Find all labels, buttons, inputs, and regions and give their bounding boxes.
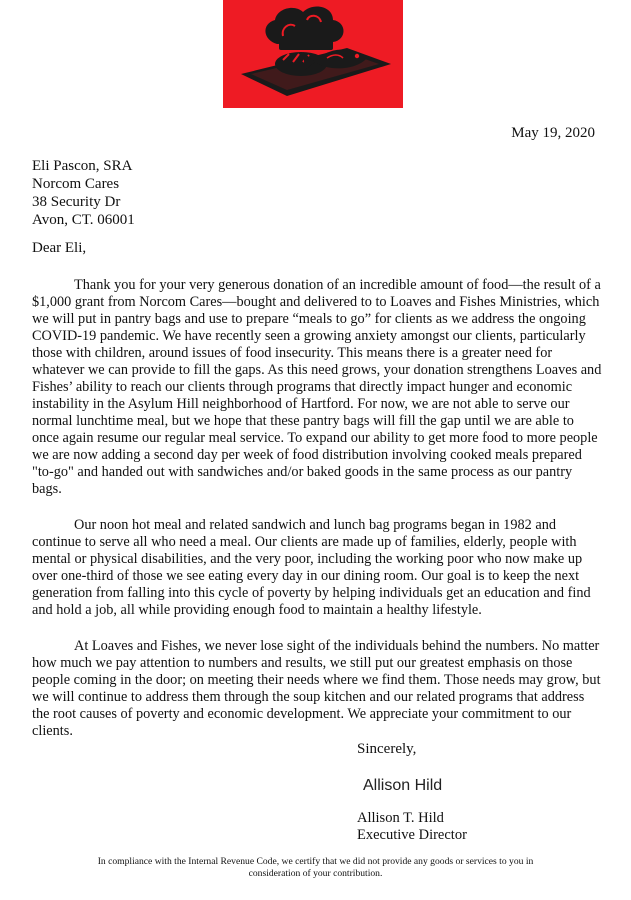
body-paragraph: At Loaves and Fishes, we never lose sight of the individuals behind the numbers. No matter how much we pay attention to numbers and results, we still put our greatest emphasis on those people coming in the door; on meeting their needs where we find them. Those needs may grow, but we will continue to address them through the soup kitchen and our related programs that address the root causes of poverty and economic development. We appreciate your commitment to our clients. (32, 638, 601, 739)
recipient-city: Avon, CT. 06001 (32, 212, 135, 228)
recipient-address-block (32, 157, 135, 229)
footer-line-2: consideration of your contribution. (248, 868, 383, 879)
signer-title: Executive Director (357, 827, 467, 843)
letter-date: May 19, 2020 (511, 125, 595, 141)
signature: Allison Hild (363, 777, 443, 794)
body-paragraph: Our noon hot meal and related sandwich and lunch bag programs began in 1982 and continue to serve all who need a meal. Our clients are made up of families, elderly, people with mental or physical disabilities, and the very poor, including the working poor who now make up over one-third of those we see eating every day in our dining room. Our goal is to keep the next generation from falling into this cycle of poverty by helping individuals get an education and find and hold a job, all while providing enough food to maintain a healthy lifestyle. (32, 517, 591, 618)
header-logo (223, 0, 403, 108)
recipient-organization: Norcom Cares (32, 176, 120, 192)
body-paragraph: Thank you for your very generous donation of an incredible amount of food—the result of a $1,000 grant from Norcom Cares—bought and delivered to to Loaves and Fishes Ministries, which we will put in pantry bags and use to prepare “meals to go” for clients as we address the ongoing COVID-19 pandemic. We have recently seen a growing anxiety amongst our clients, particularly those with children, around issues of food insecurity. This means there is a greater need for whatever we can provide to fill the gaps. As this need grows, your donation strengthens Loaves and Fishes’ ability to reach our clients through programs that directly impact hunger and economic instability in the Asylum Hill neighborhood of Hartford. For now, we are not able to serve our normal lunchtime meal, but we hope that these pantry bags will fill the gap until we are able to once again resume our regular meal service. To expand our ability to get more food to more people we are now adding a second day per week of food distribution involving cooked meals prepared "to-go" and handed out with sandwiches and/or baked goods in the same process as our pantry bags. (32, 277, 602, 497)
chef-hat-fish-bread-icon (223, 0, 403, 108)
recipient-name: Eli Pascon, SRA (32, 158, 133, 174)
signer-name: Allison T. Hild (357, 810, 444, 826)
footer-line-1: In compliance with the Internal Revenue Code, we certify that we did not provide any goods or services to you in (97, 856, 534, 867)
tax-compliance-note (0, 856, 631, 880)
closing: Sincerely, (357, 741, 417, 757)
letter-body (32, 277, 602, 759)
salutation: Dear Eli, (32, 240, 87, 256)
signer-block (357, 810, 467, 844)
recipient-street: 38 Security Dr (32, 194, 121, 210)
